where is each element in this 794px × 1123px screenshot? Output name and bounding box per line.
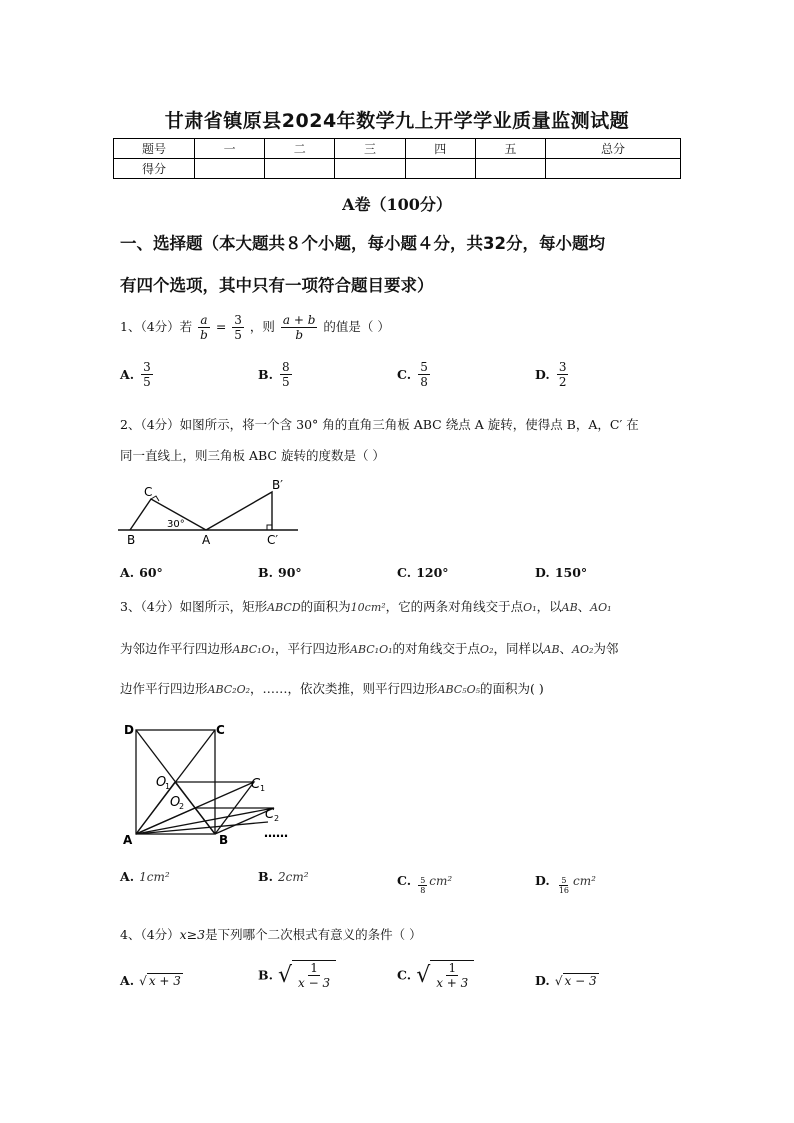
q3-text: 的对角线交于点 xyxy=(392,641,481,656)
diagonal-o2b xyxy=(195,808,215,834)
label-c: C xyxy=(144,485,153,499)
option-label: B. xyxy=(258,367,273,382)
label-a: A xyxy=(123,833,133,847)
question-3-line-2 xyxy=(120,634,690,665)
q1-frac3-den: b xyxy=(295,328,304,342)
q3-math-o2: O₂ xyxy=(480,643,494,656)
q3-option-b[interactable] xyxy=(258,866,309,885)
score-header-cell: 总分 xyxy=(546,139,681,159)
score-header-cell: 一 xyxy=(195,139,265,159)
label-b: B xyxy=(127,533,136,547)
frac-den: 16 xyxy=(558,886,570,895)
q3-text: 边作平行四边形 xyxy=(120,681,208,696)
sqrt-expression xyxy=(416,960,474,990)
option-label: B. xyxy=(258,869,273,884)
q3-math-ao1: AO₁ xyxy=(590,601,612,614)
q4-option-b[interactable] xyxy=(258,960,336,990)
radical-sign-icon: √ xyxy=(416,962,431,988)
q1-frac2-num: 3 xyxy=(234,313,242,327)
radical-sign-icon: √ xyxy=(554,973,563,988)
section-heading-line-2: 有四个选项，其中只有一项符合题目要求） xyxy=(120,276,434,295)
q2-option-b[interactable] xyxy=(258,558,302,587)
frac-num: 5 xyxy=(420,360,428,374)
radicand: x − 3 xyxy=(564,974,597,988)
question-4-stem xyxy=(120,920,690,950)
q3-option-a[interactable] xyxy=(120,866,170,885)
triangle-ab-c xyxy=(206,492,272,530)
q1-option-a[interactable] xyxy=(120,360,155,389)
q3-text: 3、（4分）如图所示，矩形 xyxy=(120,599,268,614)
frac-num: 3 xyxy=(143,360,151,374)
q3-text: 、 xyxy=(559,641,573,656)
q3-math-ab: AB xyxy=(543,643,560,656)
score-entry-cell xyxy=(475,159,545,179)
q3-text: 、 xyxy=(577,599,591,614)
score-header-cell: 三 xyxy=(335,139,405,159)
radical-sign-icon: √ xyxy=(139,973,147,988)
frac-num: 1 xyxy=(310,961,318,975)
q3-math-ao2: AO₂ xyxy=(572,643,594,656)
score-entry-cell xyxy=(335,159,405,179)
label-b-prime: B′ xyxy=(272,478,283,492)
q4-prefix: 4、（4分） xyxy=(120,927,180,942)
q3-math-abc1o1: ABC₁O₁ xyxy=(350,643,393,656)
sqrt-expression xyxy=(278,960,336,990)
option-label: D. xyxy=(535,367,550,382)
option-label: C. xyxy=(397,967,412,983)
question-1-stem xyxy=(120,310,690,344)
frac-den: 5 xyxy=(143,375,151,389)
option-fraction xyxy=(418,876,427,895)
option-fraction xyxy=(418,360,430,389)
q2-rotation-figure xyxy=(112,472,302,548)
question-3-line-3 xyxy=(120,674,690,705)
option-label: C. xyxy=(397,367,412,382)
sqrt-expression xyxy=(555,973,599,988)
frac-num: 5 xyxy=(420,876,426,885)
q3-math-abc5o5: ABC₅O₅ xyxy=(437,683,481,696)
option-text: 120° xyxy=(416,565,449,580)
question-4-options xyxy=(120,960,690,1006)
option-text: 90° xyxy=(278,565,302,580)
q4-option-a[interactable] xyxy=(120,970,183,989)
q2-option-a[interactable] xyxy=(120,558,163,587)
score-header-cell: 题号 xyxy=(114,139,195,159)
q3-text: ，同样以 xyxy=(493,641,544,656)
frac-num: 5 xyxy=(561,876,567,885)
q1-equals: = xyxy=(215,319,227,334)
radicand-fraction xyxy=(434,961,470,990)
q3-option-d[interactable] xyxy=(535,866,596,895)
q4-condition: x≥3 xyxy=(179,927,206,942)
radicand xyxy=(292,960,336,990)
sqrt-expression xyxy=(139,973,183,988)
section-heading-line-1: 一、选择题（本大题共８个小题，每小题４分，共32分，每小题均 xyxy=(120,234,605,253)
label-c1-subscript: 1 xyxy=(260,784,266,793)
option-label: B. xyxy=(258,967,273,983)
q4-option-c[interactable] xyxy=(397,960,474,990)
q1-mid: ，则 xyxy=(249,319,275,334)
option-text: 60° xyxy=(139,565,163,580)
label-c: C xyxy=(216,723,225,737)
q3-text: 为邻 xyxy=(593,641,619,656)
frac-num: 1 xyxy=(448,961,457,975)
q1-option-d[interactable] xyxy=(535,360,570,389)
q2-option-d[interactable] xyxy=(535,558,587,587)
option-fraction xyxy=(557,876,571,895)
q3-math-abc1o1: ABC₁O₁ xyxy=(232,643,276,656)
frac-den: 8 xyxy=(420,375,428,389)
q1-frac3-num: a + b xyxy=(282,313,316,327)
q3-text: 的面积为 xyxy=(300,599,351,614)
option-text: 1cm² xyxy=(139,870,170,884)
option-label: A. xyxy=(120,973,135,988)
q1-fraction-a-over-b xyxy=(198,313,210,342)
q1-frac1-den: b xyxy=(200,328,208,342)
option-label: A. xyxy=(120,565,135,580)
label-d: D xyxy=(124,723,134,737)
q1-fraction-3-over-5 xyxy=(232,313,244,342)
next-segment xyxy=(136,822,268,834)
q1-prefix: 1、（4分）若 xyxy=(120,319,193,334)
q3-text: 为邻边作平行四边形 xyxy=(120,641,233,656)
part-a-heading: A卷（100分） xyxy=(342,195,452,214)
continuation-dots: …… xyxy=(264,826,288,840)
score-row-label: 得分 xyxy=(114,159,195,179)
q3-text: ，以 xyxy=(536,599,562,614)
label-o2-subscript: 2 xyxy=(179,802,185,811)
q3-text: ，……，依次类推，则平行四边形 xyxy=(250,681,438,696)
q2-option-c[interactable] xyxy=(397,558,449,587)
option-label: C. xyxy=(397,873,412,888)
option-label: C. xyxy=(397,565,412,580)
question-3-line-1 xyxy=(120,592,690,623)
q3-math-area: 10cm² xyxy=(350,601,386,614)
option-text: 150° xyxy=(554,565,588,580)
q3-parallelogram-figure xyxy=(118,718,298,858)
frac-den: 8 xyxy=(420,886,426,895)
score-entry-cell xyxy=(265,159,335,179)
score-header-cell: 四 xyxy=(405,139,475,159)
option-unit: cm² xyxy=(429,874,453,888)
question-2-line-2: 同一直线上，则三角板 ABC 旋转的度数是（ ） xyxy=(120,448,385,463)
option-label: D. xyxy=(535,873,550,888)
option-text: 2cm² xyxy=(278,870,309,884)
q1-fraction-a-plus-b-over-b xyxy=(281,313,318,342)
frac-num: 3 xyxy=(558,360,567,374)
frac-den: x − 3 xyxy=(298,976,331,990)
q3-text: ，它的两条对角线交于点 xyxy=(385,599,524,614)
option-fraction xyxy=(141,360,153,389)
radicand: x + 3 xyxy=(148,974,181,988)
option-fraction xyxy=(557,360,569,389)
q1-option-b[interactable] xyxy=(258,360,294,389)
question-2-line-1: 2、（4分）如图所示，将一个含 30° 角的直角三角板 ABC 绕点 A 旋转，使得点 B，A，C′ 在 xyxy=(120,417,639,432)
q1-option-c[interactable] xyxy=(397,360,432,389)
label-c2-subscript: 2 xyxy=(274,814,280,823)
label-c2: C xyxy=(265,807,275,822)
score-header-cell: 五 xyxy=(475,139,545,159)
question-1-options xyxy=(120,360,690,396)
score-table xyxy=(113,138,681,179)
q3-math-abc2o2: ABC₂O₂ xyxy=(207,683,251,696)
label-c1: C xyxy=(251,777,261,792)
radical-sign-icon: √ xyxy=(278,962,293,988)
frac-den: 2 xyxy=(558,375,567,389)
label-c-prime: C′ xyxy=(267,533,279,547)
label-b: B xyxy=(219,833,229,847)
score-entry-cell xyxy=(405,159,475,179)
question-3-options xyxy=(120,866,690,906)
question-2-options xyxy=(120,558,690,586)
score-table-header-row xyxy=(114,139,681,159)
label-o1: O xyxy=(156,775,167,790)
q3-option-c[interactable] xyxy=(397,866,452,895)
label-o2: O xyxy=(170,795,181,810)
option-unit: cm² xyxy=(573,874,596,888)
q3-math-o1: O₁ xyxy=(523,601,537,614)
radicand xyxy=(430,960,474,990)
option-fraction xyxy=(280,360,292,389)
q1-frac1-num: a xyxy=(200,313,208,327)
option-label: D. xyxy=(535,973,550,988)
option-label: D. xyxy=(535,565,550,580)
q3-math-abcd: ABCD xyxy=(267,601,301,614)
document-title: 甘肃省镇原县2024年数学九上开学学业质量监测试题 xyxy=(164,110,630,132)
q4-option-d[interactable] xyxy=(535,970,599,989)
q1-frac2-den: 5 xyxy=(234,328,242,342)
option-label: B. xyxy=(258,565,273,580)
label-o1-subscript: 1 xyxy=(165,782,171,791)
radicand-fraction xyxy=(296,961,332,990)
q3-text: 的面积为( ) xyxy=(480,681,544,696)
option-label: A. xyxy=(120,367,135,382)
score-header-cell: 二 xyxy=(265,139,335,159)
score-table-score-row xyxy=(114,159,681,179)
label-angle-30: 30° xyxy=(167,519,185,530)
right-angle-mark-c-prime xyxy=(267,525,272,530)
score-entry-cell xyxy=(195,159,265,179)
frac-num: 8 xyxy=(282,360,290,374)
q4-suffix: 是下列哪个二次根式有意义的条件（ ） xyxy=(205,927,422,942)
q3-math-ab: AB xyxy=(561,601,578,614)
score-entry-cell xyxy=(546,159,681,179)
frac-den: x + 3 xyxy=(436,976,469,990)
frac-den: 5 xyxy=(282,375,290,389)
q3-text: ，平行四边形 xyxy=(275,641,351,656)
option-label: A. xyxy=(120,869,135,884)
label-a: A xyxy=(202,533,211,547)
q1-suffix: 的值是（ ） xyxy=(323,319,390,334)
